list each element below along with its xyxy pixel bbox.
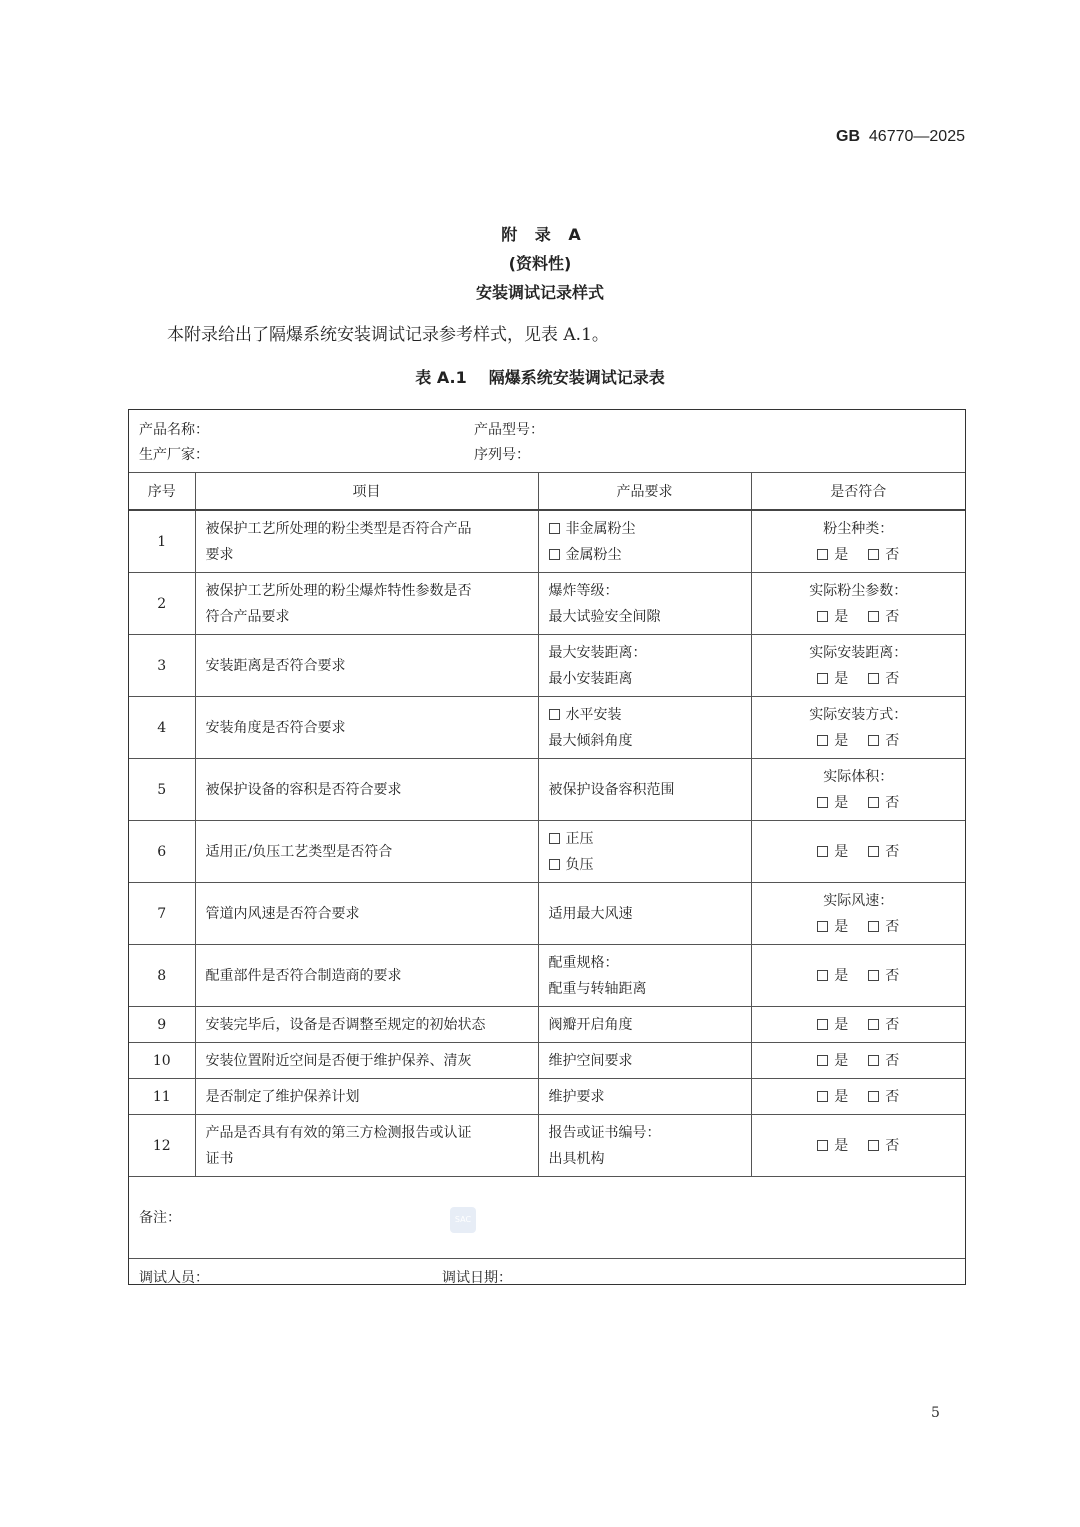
yes-label: 是: [834, 546, 849, 563]
sac-watermark: [450, 1207, 476, 1233]
serial-number-label: 序列号：: [474, 447, 530, 463]
requirement-line: [549, 901, 741, 927]
row-number: 8: [129, 945, 195, 1007]
product-model-label: 产品型号：: [474, 422, 544, 438]
no-label: 否: [885, 794, 900, 811]
row-number: 1: [129, 510, 195, 573]
no-checkbox[interactable]: [868, 735, 879, 746]
no-label: 否: [885, 918, 900, 935]
no-label: 否: [885, 1052, 900, 1069]
requirement-text: 最大试验安全间隙: [548, 608, 661, 625]
row-item-line: 是否制定了维护保养计划: [205, 1088, 360, 1105]
standard-number: [836, 128, 965, 146]
row-number: 7: [129, 883, 195, 945]
conformity-label: 实际安装方式：: [809, 706, 908, 723]
row-item: [195, 883, 538, 945]
requirement-line: [549, 1048, 741, 1074]
yes-no-options: [762, 914, 956, 940]
yes-no-options: [762, 790, 956, 816]
row-conformity: [751, 1007, 965, 1043]
requirement-text: 负压: [565, 856, 594, 873]
yes-checkbox[interactable]: [817, 970, 828, 981]
requirement-line: [549, 1120, 741, 1146]
row-item: [195, 1115, 538, 1177]
table-number: 表 A.1: [415, 368, 467, 387]
row-conformity: [751, 1115, 965, 1177]
yes-label: 是: [834, 1052, 849, 1069]
no-label: 否: [885, 843, 900, 860]
table-row: [129, 635, 965, 697]
row-item-line: 被保护设备的容积是否符合要求: [205, 781, 402, 798]
no-label: 否: [885, 732, 900, 749]
requirement-line: [549, 516, 741, 542]
requirement-text: 最小安装距离: [548, 670, 633, 687]
row-item-line: 符合产品要求: [205, 608, 290, 625]
row-item: [195, 945, 538, 1007]
requirement-line: [549, 1012, 741, 1038]
row-number: 6: [129, 821, 195, 883]
row-requirement: [538, 510, 751, 573]
no-label: 否: [885, 546, 900, 563]
row-number: 3: [129, 635, 195, 697]
row-conformity: [751, 1079, 965, 1115]
yes-label: 是: [834, 967, 849, 984]
requirement-line: [549, 1084, 741, 1110]
requirement-checkbox[interactable]: [549, 833, 560, 844]
yes-no-options: [762, 1084, 956, 1110]
watermark-text: SAC: [454, 1215, 472, 1224]
yes-label: 是: [834, 843, 849, 860]
row-item-line: 管道内风速是否符合要求: [205, 905, 360, 922]
row-item-line: 配重部件是否符合制造商的要求: [205, 967, 402, 984]
table-row: [129, 697, 965, 759]
requirement-text: 配重与转轴距离: [548, 980, 647, 997]
no-checkbox[interactable]: [868, 1140, 879, 1151]
conformity-label: 粉尘种类：: [823, 520, 894, 537]
row-item-line: 安装位置附近空间是否便于维护保养、清灰: [205, 1052, 472, 1069]
requirement-text: 报告或证书编号：: [548, 1124, 661, 1141]
row-conformity: [751, 1043, 965, 1079]
no-checkbox[interactable]: [868, 797, 879, 808]
no-checkbox[interactable]: [868, 549, 879, 560]
checklist-table: [129, 473, 965, 1177]
yes-no-options: [762, 1012, 956, 1038]
requirement-checkbox[interactable]: [549, 709, 560, 720]
row-item: [195, 510, 538, 573]
yes-no-options: [762, 1133, 956, 1159]
yes-label: 是: [834, 732, 849, 749]
row-item: [195, 821, 538, 883]
row-item-line: 安装角度是否符合要求: [205, 719, 346, 736]
row-requirement: [538, 697, 751, 759]
no-checkbox[interactable]: [868, 846, 879, 857]
remark-label: 备注：: [139, 1210, 181, 1226]
yes-label: 是: [834, 794, 849, 811]
row-number: 4: [129, 697, 195, 759]
product-info: [129, 410, 965, 473]
row-item-line: 要求: [205, 546, 234, 563]
conformity-label: 实际体积：: [823, 768, 894, 785]
standard-code: GB: [836, 128, 861, 145]
yes-checkbox[interactable]: [817, 673, 828, 684]
product-name-label: 产品名称：: [139, 422, 209, 438]
requirement-line: [549, 1146, 741, 1172]
requirement-line: [549, 777, 741, 803]
no-label: 否: [885, 1016, 900, 1033]
standard-number-value: 46770—2025: [868, 128, 965, 145]
no-checkbox[interactable]: [868, 921, 879, 932]
row-conformity: [751, 697, 965, 759]
appendix-nature: (资料性): [508, 254, 572, 273]
row-number: 5: [129, 759, 195, 821]
table-header-row: [129, 473, 965, 510]
yes-checkbox[interactable]: [817, 1091, 828, 1102]
row-requirement: [538, 573, 751, 635]
row-requirement: [538, 1043, 751, 1079]
header-requirement: 产品要求: [538, 473, 751, 510]
requirement-line: [549, 950, 741, 976]
conformity-label: 实际粉尘参数：: [809, 582, 908, 599]
conformity-label: 实际风速：: [823, 892, 894, 909]
yes-checkbox[interactable]: [817, 1140, 828, 1151]
requirement-line: [549, 578, 741, 604]
table-row: [129, 1043, 965, 1079]
row-item-line: 证书: [205, 1150, 234, 1167]
yes-no-options: [762, 604, 956, 630]
no-checkbox[interactable]: [868, 611, 879, 622]
table-name: 隔爆系统安装调试记录表: [488, 368, 665, 387]
requirement-line: [549, 976, 741, 1002]
row-item: [195, 1043, 538, 1079]
requirement-text: 适用最大风速: [548, 905, 633, 922]
table-row: [129, 883, 965, 945]
row-conformity: [751, 635, 965, 697]
requirement-checkbox[interactable]: [549, 859, 560, 870]
page-number: 5: [931, 1405, 940, 1421]
row-item-line: 安装完毕后，设备是否调整至规定的初始状态: [205, 1016, 486, 1033]
yes-checkbox[interactable]: [817, 797, 828, 808]
signoff-row: [129, 1259, 965, 1290]
row-conformity: [751, 759, 965, 821]
no-label: 否: [885, 967, 900, 984]
test-date-label: 调试日期：: [442, 1270, 512, 1286]
requirement-line: [549, 640, 741, 666]
tester-label: 调试人员：: [139, 1270, 209, 1286]
requirement-text: 正压: [565, 830, 594, 847]
header-conformity: 是否符合: [751, 473, 965, 510]
yes-no-options: [762, 839, 956, 865]
table-row: [129, 1079, 965, 1115]
yes-no-options: [762, 542, 956, 568]
yes-no-options: [762, 963, 956, 989]
requirement-text: 水平安装: [565, 706, 622, 723]
requirement-text: 非金属粉尘: [565, 520, 636, 537]
row-conformity: [751, 573, 965, 635]
row-conformity: [751, 510, 965, 573]
remark-section: [129, 1177, 965, 1259]
row-requirement: [538, 945, 751, 1007]
yes-checkbox[interactable]: [817, 1019, 828, 1030]
requirement-line: [549, 826, 741, 852]
row-item: [195, 759, 538, 821]
requirement-text: 配重规格：: [548, 954, 619, 971]
no-label: 否: [885, 670, 900, 687]
yes-checkbox[interactable]: [817, 549, 828, 560]
appendix-heading: [0, 220, 1080, 307]
no-label: 否: [885, 1088, 900, 1105]
yes-checkbox[interactable]: [817, 611, 828, 622]
row-conformity: [751, 821, 965, 883]
requirement-text: 最大安装距离：: [548, 644, 647, 661]
no-checkbox[interactable]: [868, 1019, 879, 1030]
yes-label: 是: [834, 1016, 849, 1033]
row-number: 2: [129, 573, 195, 635]
requirement-text: 阀瓣开启角度: [548, 1016, 633, 1033]
requirement-checkbox[interactable]: [549, 523, 560, 534]
requirement-line: [549, 666, 741, 692]
requirement-text: 被保护设备容积范围: [548, 781, 675, 798]
no-checkbox[interactable]: [868, 1055, 879, 1066]
table-title: [0, 365, 1080, 388]
table-row: [129, 1115, 965, 1177]
requirement-checkbox[interactable]: [549, 549, 560, 560]
row-item-line: 产品是否具有有效的第三方检测报告或认证: [205, 1124, 472, 1141]
row-item-line: 适用正/负压工艺类型是否符合: [205, 843, 393, 860]
requirement-text: 最大倾斜角度: [548, 732, 633, 749]
record-form: [128, 409, 966, 1285]
requirement-text: 维护空间要求: [548, 1052, 633, 1069]
row-item-line: 安装距离是否符合要求: [205, 657, 346, 674]
row-conformity: [751, 945, 965, 1007]
yes-no-options: [762, 728, 956, 754]
table-row: [129, 1007, 965, 1043]
manufacturer-label: 生产厂家：: [139, 447, 209, 463]
yes-checkbox[interactable]: [817, 735, 828, 746]
row-requirement: [538, 1115, 751, 1177]
requirement-text: 爆炸等级：: [548, 582, 619, 599]
yes-checkbox[interactable]: [817, 846, 828, 857]
requirement-line: [549, 702, 741, 728]
row-requirement: [538, 883, 751, 945]
yes-label: 是: [834, 1088, 849, 1105]
no-checkbox[interactable]: [868, 673, 879, 684]
yes-label: 是: [834, 918, 849, 935]
row-item: [195, 573, 538, 635]
row-requirement: [538, 759, 751, 821]
yes-no-options: [762, 666, 956, 692]
row-requirement: [538, 1007, 751, 1043]
yes-checkbox[interactable]: [817, 921, 828, 932]
no-label: 否: [885, 1137, 900, 1154]
appendix-subtitle: 安装调试记录样式: [475, 283, 604, 302]
appendix-title: 附 录 A: [501, 225, 587, 244]
row-number: 9: [129, 1007, 195, 1043]
appendix-intro: 本附录给出了隔爆系统安装调试记录参考样式，见表 A.1。: [167, 325, 609, 345]
table-row: [129, 759, 965, 821]
row-item: [195, 1007, 538, 1043]
no-checkbox[interactable]: [868, 970, 879, 981]
table-row: [129, 821, 965, 883]
row-item: [195, 1079, 538, 1115]
row-conformity: [751, 883, 965, 945]
row-requirement: [538, 821, 751, 883]
requirement-line: [549, 728, 741, 754]
yes-label: 是: [834, 608, 849, 625]
row-requirement: [538, 1079, 751, 1115]
requirement-text: 维护要求: [548, 1088, 605, 1105]
row-number: 12: [129, 1115, 195, 1177]
row-item-line: 被保护工艺所处理的粉尘爆炸特性参数是否: [205, 582, 472, 599]
yes-label: 是: [834, 670, 849, 687]
header-no: 序号: [129, 473, 195, 510]
row-requirement: [538, 635, 751, 697]
requirement-line: [549, 542, 741, 568]
row-item: [195, 697, 538, 759]
table-row: [129, 945, 965, 1007]
table-row: [129, 510, 965, 573]
yes-checkbox[interactable]: [817, 1055, 828, 1066]
header-item: 项目: [195, 473, 538, 510]
no-label: 否: [885, 608, 900, 625]
requirement-text: 出具机构: [548, 1150, 605, 1167]
row-item: [195, 635, 538, 697]
yes-label: 是: [834, 1137, 849, 1154]
table-row: [129, 573, 965, 635]
row-number: 11: [129, 1079, 195, 1115]
row-number: 10: [129, 1043, 195, 1079]
requirement-line: [549, 604, 741, 630]
conformity-label: 实际安装距离：: [809, 644, 908, 661]
requirement-text: 金属粉尘: [565, 546, 622, 563]
requirement-line: [549, 852, 741, 878]
no-checkbox[interactable]: [868, 1091, 879, 1102]
row-item-line: 被保护工艺所处理的粉尘类型是否符合产品: [205, 520, 472, 537]
yes-no-options: [762, 1048, 956, 1074]
